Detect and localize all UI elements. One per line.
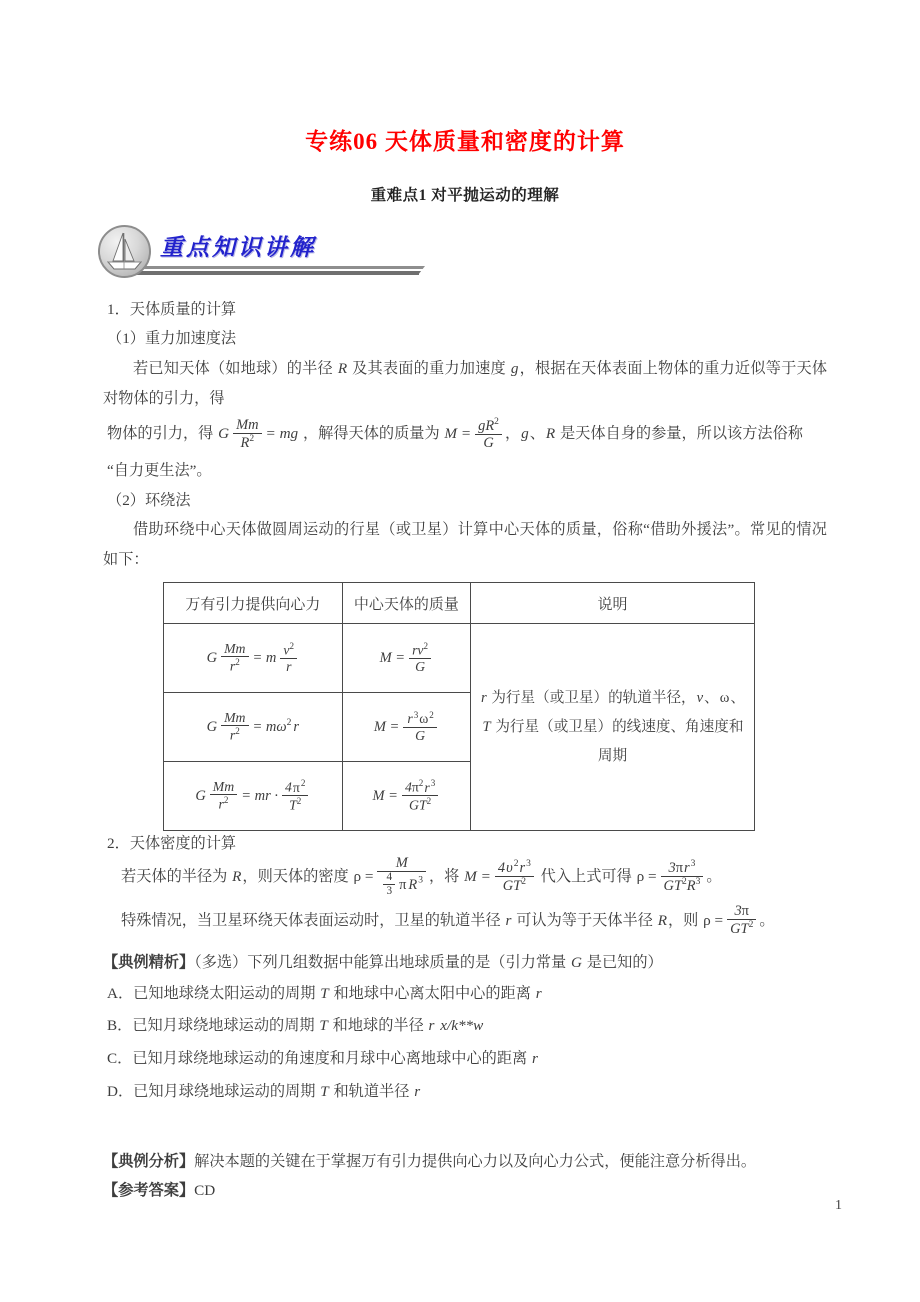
s2-sp-d: 。 bbox=[759, 911, 775, 929]
s2-sp-frac bbox=[727, 903, 756, 937]
option-a[interactable] bbox=[103, 978, 827, 1011]
r2-den1: $r^2$ bbox=[221, 725, 248, 743]
note-r: r bbox=[481, 689, 487, 706]
table-cell-lhs-1 bbox=[164, 624, 343, 693]
r1-M: M = bbox=[379, 649, 406, 666]
s2-sp-b: 可认为等于天体半径 bbox=[512, 911, 657, 929]
section2-heading: 2．天体密度的计算 bbox=[107, 835, 237, 853]
formula1-den: $R^2$ bbox=[233, 433, 261, 451]
p1-b: 及其表面的重力加速度 bbox=[348, 360, 510, 378]
formula2-frac bbox=[475, 417, 502, 451]
table-cell-rhs-2 bbox=[342, 693, 470, 762]
formula1-num: Mm bbox=[236, 416, 259, 433]
option-c[interactable] bbox=[103, 1043, 827, 1076]
note-omega: ω bbox=[719, 689, 730, 706]
note-s2: 、 bbox=[730, 689, 745, 706]
r1-den1: $r^2$ bbox=[221, 656, 248, 674]
f-tail: 是天体自身的参量，所以该方法俗称 bbox=[556, 425, 803, 443]
s2-Meq: M = bbox=[464, 868, 491, 886]
option-b-sym2: r bbox=[428, 1017, 435, 1035]
option-c-sym2: r bbox=[532, 1050, 538, 1068]
answer-text: CD bbox=[194, 1182, 216, 1200]
section1-para1 bbox=[103, 354, 827, 413]
page-subtitle: 重难点1 对平抛运动的理解 bbox=[370, 186, 560, 204]
table-header-cell-1: 中心天体的质量 bbox=[342, 583, 470, 624]
option-b-post: x/k**w bbox=[436, 1017, 484, 1035]
s2-d: 代入上式可得 bbox=[536, 868, 636, 886]
option-c-key: C． bbox=[107, 1050, 133, 1068]
formula-table-wrapper bbox=[163, 582, 827, 831]
example-stem-post: 是已知的） bbox=[582, 954, 663, 972]
s2-e: 。 bbox=[706, 868, 722, 886]
s2-inner-frac: $\frac{4}{3}$ bbox=[383, 871, 395, 897]
r2-num2: $r^3\omega^2$ bbox=[407, 709, 434, 727]
r1-frac2 bbox=[280, 641, 297, 674]
option-b-mid: 和地球的半径 bbox=[328, 1017, 428, 1035]
r2-den2: G bbox=[403, 727, 437, 743]
f-sep: 、 bbox=[529, 425, 545, 443]
s2-a: 若天体的半径为 bbox=[121, 868, 232, 886]
r3-den3: $GT^2$ bbox=[402, 795, 438, 813]
s2-sp-num: 3π bbox=[734, 903, 749, 920]
s2-sp-R: R bbox=[657, 911, 667, 929]
note-p2: 为行星（或卫星）的线速度、角速度和周期 bbox=[491, 718, 744, 765]
r2-tail: r bbox=[293, 718, 300, 735]
s2-f1den: $\frac{4}{3}$ π $R^3$ bbox=[377, 871, 426, 898]
note-v: v bbox=[696, 689, 704, 706]
option-d-sym2: r bbox=[414, 1082, 421, 1100]
s2-sp-r: r bbox=[505, 911, 512, 929]
option-b-key: B． bbox=[107, 1017, 133, 1035]
banner-bar-slant bbox=[136, 266, 425, 275]
analysis-line bbox=[103, 1147, 827, 1177]
s2-f3den: $GT^2R^3$ bbox=[661, 876, 704, 894]
sailboat-emblem-icon bbox=[98, 225, 151, 278]
s2-rho2: ρ = bbox=[636, 868, 657, 886]
r3-den2: $T^2$ bbox=[282, 795, 308, 813]
analysis-text: 解决本题的关键在于掌握万有引力提供向心力以及向心力公式，便能注意分析得出。 bbox=[194, 1152, 757, 1170]
option-a-key: A． bbox=[107, 984, 134, 1002]
table-cell-rhs-3 bbox=[342, 762, 470, 831]
s2-f2den: $GT^2$ bbox=[495, 876, 534, 894]
analysis-label: 【典例分析】 bbox=[103, 1152, 195, 1170]
r1-frac1 bbox=[221, 641, 248, 674]
s2-sp-rho: ρ = bbox=[703, 911, 724, 929]
table-cell-lhs-3 bbox=[164, 762, 343, 831]
f-mid: ，解得天体的质量为 bbox=[302, 425, 444, 443]
s2-sp-c: ，则 bbox=[667, 911, 703, 929]
r3-frac1 bbox=[210, 779, 237, 812]
section1-para2: 借助环绕中心天体做圆周运动的行星（或卫星）计算中心天体的质量，俗称“借助外援法”。常见的情况如下： bbox=[103, 521, 827, 568]
r2-eq: = $m\omega^2$ bbox=[252, 716, 292, 735]
sym-g2: g bbox=[521, 425, 529, 443]
r1-frac3 bbox=[409, 641, 431, 674]
example-sym-G: G bbox=[571, 954, 582, 972]
s2-b: ，则天体的密度 bbox=[242, 868, 353, 886]
table-header-cell-2: 说明 bbox=[470, 583, 754, 624]
formula1-G: G bbox=[218, 425, 230, 443]
r2-num1: Mm bbox=[224, 709, 246, 725]
table-cell-rhs-1 bbox=[342, 624, 470, 693]
r1-den2: r bbox=[280, 658, 297, 674]
formula2-num: $gR^2$ bbox=[478, 416, 499, 434]
section1-heading: 1．天体质量的计算 bbox=[107, 300, 237, 318]
s2-rho: ρ = bbox=[353, 868, 374, 886]
r1-num1: Mm bbox=[224, 640, 246, 656]
r2-G: G bbox=[206, 718, 218, 735]
page-content bbox=[103, 0, 827, 1206]
section2-density-line bbox=[103, 856, 827, 899]
note-p1: 为行星（或卫星）的轨道半径， bbox=[487, 689, 696, 706]
r2-frac1 bbox=[221, 710, 248, 743]
r3-num2: $4\pi^2$ bbox=[285, 777, 306, 795]
option-a-post bbox=[543, 985, 545, 1002]
answer-label: 【参考答案】 bbox=[103, 1182, 195, 1200]
formula2-M: M = bbox=[444, 425, 472, 443]
p1-c: ，根据在天体表面上物体的重力近似等于天体对物体的引力，得 bbox=[103, 360, 828, 407]
r1-num3: $rv^2$ bbox=[412, 640, 429, 658]
table-row bbox=[164, 624, 755, 693]
s2-c: ，将 bbox=[428, 868, 464, 886]
option-b[interactable] bbox=[103, 1010, 827, 1043]
option-a-sym2: r bbox=[535, 984, 542, 1002]
option-d-sym1: T bbox=[320, 1082, 329, 1100]
option-d-key: D． bbox=[107, 1082, 134, 1100]
option-a-sym1: T bbox=[320, 984, 329, 1002]
r3-num3: $4\pi^2r^3$ bbox=[404, 777, 436, 795]
option-d-pre: 已知月球绕地球运动的周期 bbox=[133, 1082, 320, 1100]
formula1-rhs: = mg bbox=[265, 425, 299, 443]
section1-formula-line: 物体的引力，得 G $\frac{Mm}{R^2}$ = mg ，解得天体的质量为 M = $\frac{gR^2}{G}$ ，g、R 是天体自身的参量，所以该方法俗称 bbox=[107, 416, 803, 451]
s2-f3num: $3\pi r^3$ bbox=[668, 859, 696, 877]
table-header-row bbox=[164, 583, 755, 624]
s2-sp-a: 特殊情况，当卫星环绕天体表面运动时，卫星的轨道半径 bbox=[121, 911, 505, 929]
s2-frac3 bbox=[661, 859, 704, 894]
note-T: T bbox=[482, 718, 491, 735]
r1-den3: G bbox=[409, 658, 431, 674]
s2-sp-den: $GT^2$ bbox=[727, 919, 756, 937]
section-banner bbox=[98, 225, 827, 281]
r3-G: G bbox=[195, 787, 206, 804]
p1-a: 若已知天体（如地球）的半径 bbox=[133, 360, 337, 378]
r3-eq: = mr · bbox=[241, 787, 278, 804]
s2-R: R bbox=[232, 868, 242, 886]
s2-frac1 bbox=[377, 855, 426, 898]
option-a-pre: 已知地球绕太阳运动的周期 bbox=[133, 984, 320, 1002]
example-label: 【典例精析】 bbox=[103, 954, 195, 972]
s2-frac2 bbox=[495, 859, 534, 894]
r1-eq: = m bbox=[252, 649, 277, 666]
section1-sub1: （1）重力加速度法 bbox=[107, 330, 237, 348]
table-header-cell-0: 万有引力提供向心力 bbox=[164, 583, 343, 624]
formula2-den: G bbox=[475, 434, 502, 451]
r2-M: M = bbox=[373, 718, 400, 735]
page-number: 1 bbox=[835, 1198, 842, 1213]
r2-frac2 bbox=[403, 710, 437, 743]
option-d-mid: 和轨道半径 bbox=[329, 1082, 414, 1100]
page-title: 专练06 天体质量和密度的计算 bbox=[305, 129, 625, 154]
table-cell-note bbox=[470, 624, 754, 831]
section1-sub2: （2）环绕法 bbox=[107, 491, 191, 509]
option-b-pre: 已知月球绕地球运动的周期 bbox=[132, 1017, 319, 1035]
sym-R2: R bbox=[545, 425, 556, 443]
s2-f1num: M bbox=[395, 855, 408, 872]
banner-label: 重点知识讲解 bbox=[160, 234, 316, 260]
section2-special-line bbox=[103, 900, 827, 943]
answer-line bbox=[103, 1176, 827, 1206]
section1-para1-tail: “自力更生法”。 bbox=[107, 461, 212, 479]
r3-frac3 bbox=[402, 778, 438, 813]
r1-G: G bbox=[206, 649, 218, 666]
r1-num2: $v^2$ bbox=[283, 640, 295, 658]
r3-num1: Mm bbox=[212, 778, 235, 794]
option-b-sym1: T bbox=[319, 1017, 328, 1035]
example-stem-pre: （多选）下列几组数据中能算出地球质量的是（引力常量 bbox=[194, 954, 571, 972]
option-a-mid: 和地球中心离太阳中心的距离 bbox=[329, 984, 535, 1002]
formula1-frac bbox=[233, 417, 261, 451]
r3-M: M = bbox=[372, 787, 398, 804]
option-c-pre: 已知月球绕地球运动的角速度和月球中心离地球中心的距离 bbox=[132, 1050, 531, 1068]
r3-frac2 bbox=[282, 778, 308, 813]
r3-den1: $r^2$ bbox=[210, 794, 237, 812]
sym-g: g bbox=[510, 360, 519, 378]
option-d[interactable] bbox=[103, 1076, 827, 1109]
s2-f2num: $4\upsilon^2r^3$ bbox=[497, 859, 531, 877]
sym-R: R bbox=[337, 360, 348, 378]
table-cell-lhs-2 bbox=[164, 693, 343, 762]
note-s1: 、 bbox=[704, 689, 719, 706]
f-post: ， bbox=[504, 425, 521, 443]
formula-table bbox=[163, 582, 755, 831]
example-stem bbox=[103, 948, 827, 978]
